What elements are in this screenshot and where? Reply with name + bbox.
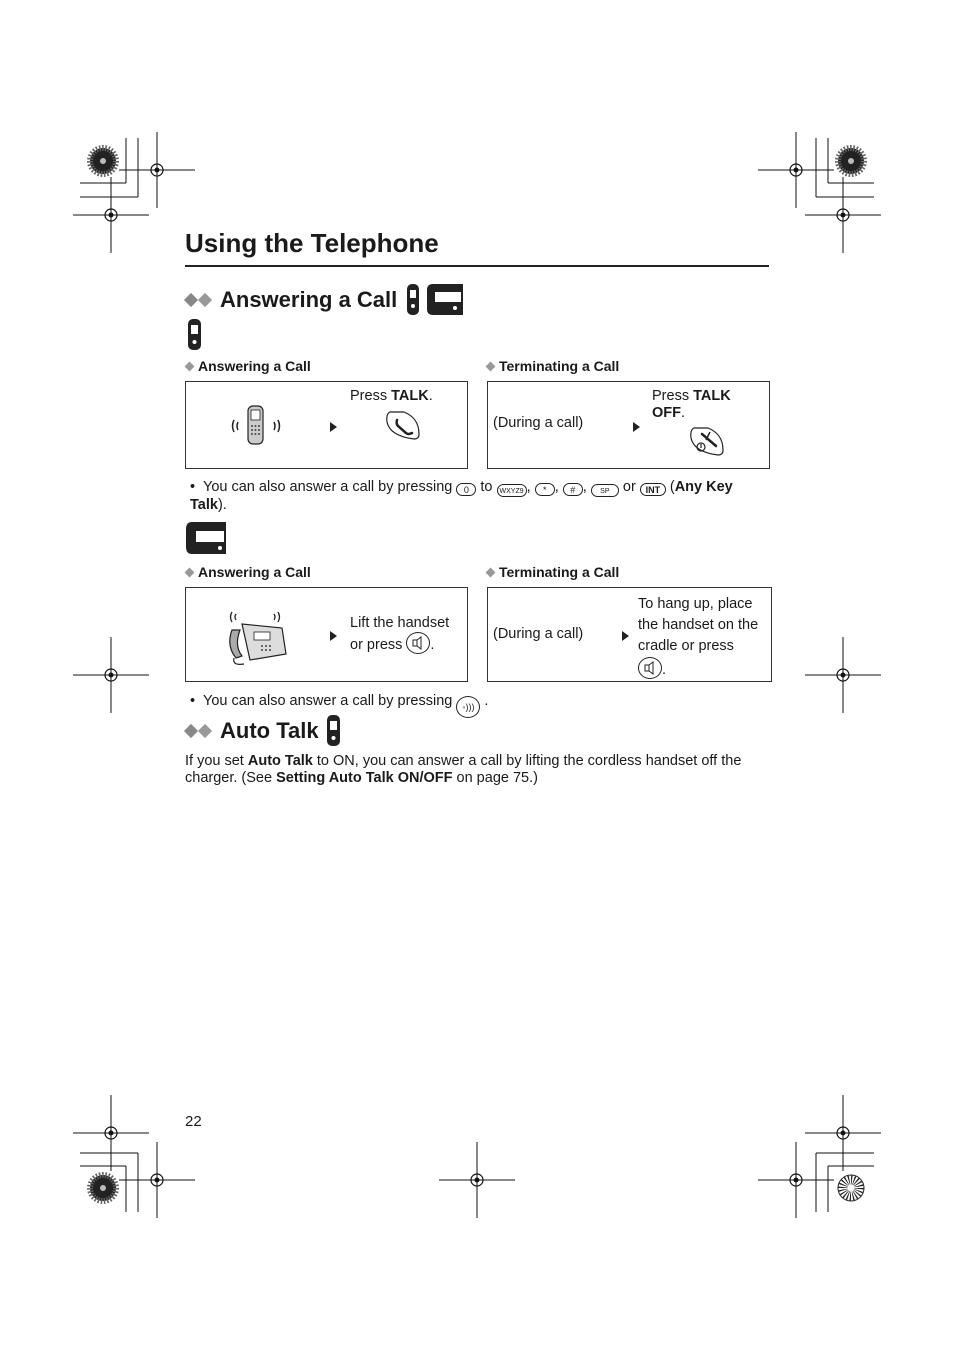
base-answer-box [185, 587, 468, 682]
ringing-base-phone-icon [222, 608, 290, 666]
talk-button-icon[interactable] [384, 408, 422, 442]
lift-handset-text: Lift the handset or press . [350, 615, 450, 653]
arrow-icon [622, 631, 629, 641]
crop-star-icon [90, 148, 116, 174]
key-0-icon: 0 [456, 483, 476, 496]
arrow-icon [330, 422, 337, 432]
crop-star-icon [838, 1175, 864, 1201]
subheading-answering: Answering a Call [186, 358, 311, 374]
talk-off-button-icon[interactable] [688, 424, 726, 458]
diamond-icon [198, 293, 212, 307]
int-key-icon: INT [640, 483, 666, 496]
speaker-key-icon: SP [591, 484, 619, 497]
press-talk-off-text: Press TALK OFF. [652, 388, 731, 421]
base-terminate-box [487, 587, 772, 682]
handset-answer-box [185, 381, 468, 469]
key-hash-icon: # [563, 483, 583, 496]
section-heading-answering: Answering a Call [186, 282, 475, 318]
key-9-icon: WXYZ9 [497, 484, 527, 497]
handset-terminate-box [487, 381, 770, 469]
diamond-icon [198, 724, 212, 738]
page-number: 22 [185, 1113, 202, 1130]
section-heading-auto-talk: Auto Talk [186, 714, 342, 748]
page-title: Using the Telephone [185, 228, 439, 258]
speakerphone-button-icon[interactable] [638, 657, 662, 679]
diamond-icon [486, 361, 496, 371]
press-talk-text: Press TALK. [350, 388, 433, 404]
base-note: • You can also answer a call by pressing ◦))) . [190, 693, 770, 718]
diamond-icon [184, 293, 198, 307]
ringing-handset-icon [230, 404, 282, 448]
during-call-text: (During a call) [493, 415, 584, 431]
diamond-icon [185, 567, 195, 577]
key-star-icon: * [535, 483, 555, 496]
during-call-text: (During a call) [493, 626, 584, 642]
diamond-icon [184, 724, 198, 738]
crop-star-icon [838, 148, 864, 174]
arrow-icon [633, 422, 640, 432]
speakerphone-button-icon[interactable] [406, 632, 430, 654]
hang-up-text: To hang up, place the handset on the cradle or press . [638, 596, 759, 678]
subheading-terminating: Terminating a Call [487, 564, 619, 580]
any-key-talk-button-icon: ◦))) [456, 696, 480, 718]
diamond-icon [185, 361, 195, 371]
subheading-answering: Answering a Call [186, 564, 311, 580]
handset-icon [326, 714, 342, 748]
handset-icon [187, 318, 203, 352]
title-rule [185, 265, 769, 267]
handset-and-base-icon [405, 282, 475, 318]
arrow-icon [330, 631, 337, 641]
crop-star-icon [90, 1175, 116, 1201]
auto-talk-paragraph: If you set Auto Talk to ON, you can answer a call by lifting the cordless handset off the charger. (See Setting Auto Talk ON/OFF on page 75.) [185, 753, 742, 786]
base-unit-icon [186, 521, 228, 555]
handset-note: • You can also answer a call by pressing 0 to WXYZ9 , * , # , SP or INT (Any Key Talk). [190, 479, 733, 513]
diamond-icon [486, 567, 496, 577]
subheading-terminating: Terminating a Call [487, 358, 619, 374]
